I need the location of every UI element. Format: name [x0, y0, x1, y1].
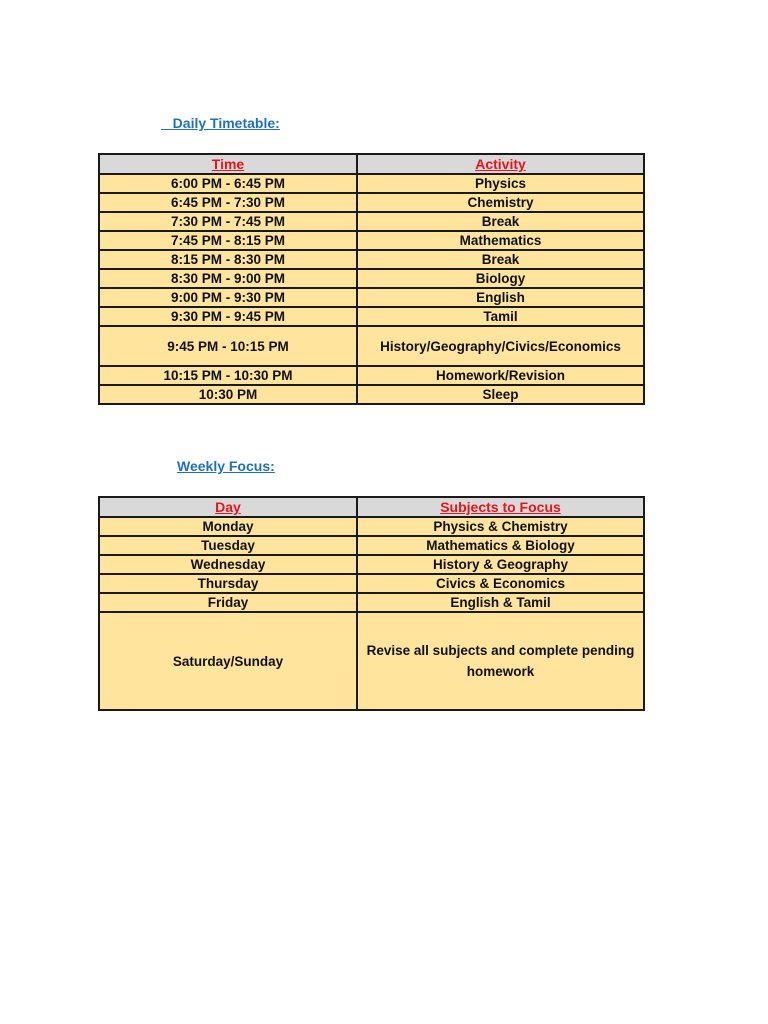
subjects-cell: Physics & Chemistry: [357, 517, 644, 536]
day-cell: Tuesday: [99, 536, 357, 555]
table-row: [99, 326, 644, 366]
activity-cell: Sleep: [357, 385, 644, 404]
daily-timetable-table: [98, 153, 645, 405]
table-row: [99, 385, 644, 404]
weekly-focus-table: [98, 496, 645, 711]
time-cell: 6:00 PM - 6:45 PM: [99, 174, 357, 193]
table-row: [99, 536, 644, 555]
subjects-cell: Mathematics & Biology: [357, 536, 644, 555]
table-row: [99, 612, 644, 710]
time-cell: 8:15 PM - 8:30 PM: [99, 250, 357, 269]
header-time: Time: [99, 154, 357, 174]
table-row: [99, 231, 644, 250]
table-header-row: [99, 154, 644, 174]
time-cell: 7:30 PM - 7:45 PM: [99, 212, 357, 231]
time-cell: 10:30 PM: [99, 385, 357, 404]
table-row: [99, 212, 644, 231]
header-activity: Activity: [357, 154, 644, 174]
header-day: Day: [99, 497, 357, 517]
activity-cell: Chemistry: [357, 193, 644, 212]
subjects-cell: English & Tamil: [357, 593, 644, 612]
time-cell: 10:15 PM - 10:30 PM: [99, 366, 357, 385]
activity-cell: English: [357, 288, 644, 307]
time-cell: 9:45 PM - 10:15 PM: [99, 326, 357, 366]
header-subjects: Subjects to Focus: [357, 497, 644, 517]
table-row: [99, 307, 644, 326]
table-row: [99, 174, 644, 193]
day-cell: Wednesday: [99, 555, 357, 574]
time-cell: 7:45 PM - 8:15 PM: [99, 231, 357, 250]
subjects-cell: Revise all subjects and complete pending homework: [357, 612, 644, 710]
time-cell: 6:45 PM - 7:30 PM: [99, 193, 357, 212]
subjects-cell: Civics & Economics: [357, 574, 644, 593]
time-cell: 8:30 PM - 9:00 PM: [99, 269, 357, 288]
time-cell: 9:00 PM - 9:30 PM: [99, 288, 357, 307]
table-header-row: [99, 497, 644, 517]
daily-timetable-title: Daily Timetable:: [161, 115, 280, 131]
activity-cell: Break: [357, 212, 644, 231]
table-row: [99, 193, 644, 212]
table-row: [99, 250, 644, 269]
activity-cell: Biology: [357, 269, 644, 288]
activity-cell: Homework/Revision: [357, 366, 644, 385]
day-cell: Monday: [99, 517, 357, 536]
table-row: [99, 517, 644, 536]
time-cell: 9:30 PM - 9:45 PM: [99, 307, 357, 326]
day-cell: Thursday: [99, 574, 357, 593]
activity-cell: Tamil: [357, 307, 644, 326]
table-row: [99, 269, 644, 288]
day-cell: Friday: [99, 593, 357, 612]
table-row: [99, 593, 644, 612]
table-row: [99, 288, 644, 307]
table-row: [99, 366, 644, 385]
activity-cell: History/Geography/Civics/Economics: [357, 326, 644, 366]
table-row: [99, 574, 644, 593]
weekly-focus-title: Weekly Focus:: [177, 458, 275, 474]
activity-cell: Physics: [357, 174, 644, 193]
activity-cell: Break: [357, 250, 644, 269]
activity-cell: Mathematics: [357, 231, 644, 250]
subjects-cell: History & Geography: [357, 555, 644, 574]
table-row: [99, 555, 644, 574]
day-cell: Saturday/Sunday: [99, 612, 357, 710]
